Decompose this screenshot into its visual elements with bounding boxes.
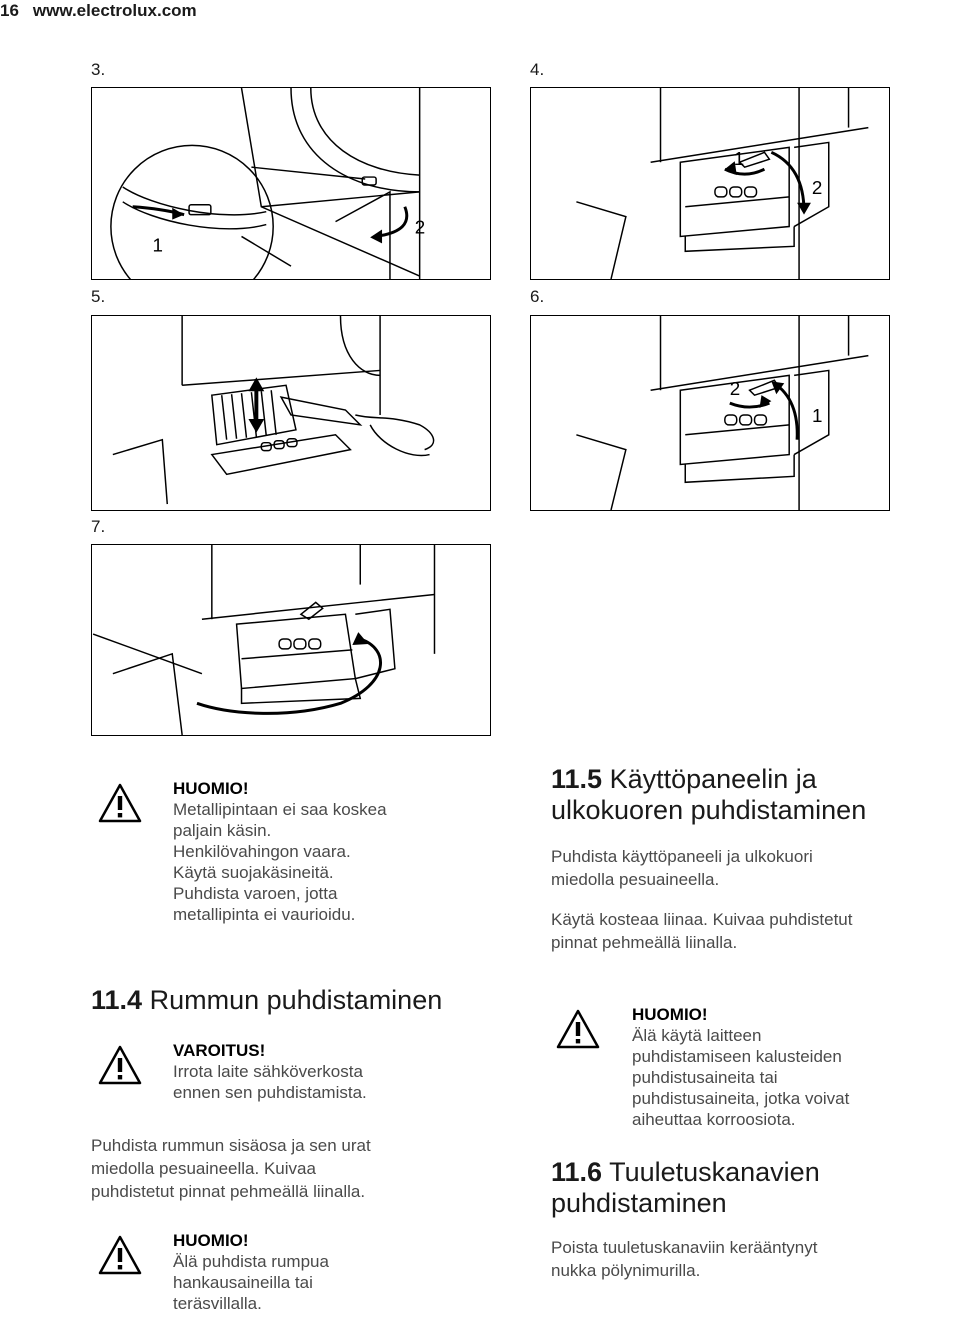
caution-line: Puhdista varoen, jotta bbox=[173, 884, 338, 903]
caution-label: HUOMIO! bbox=[173, 779, 249, 798]
drum-cleaning-paragraph bbox=[91, 1134, 371, 1203]
paragraph-line: Puhdista rummun sisäosa ja sen urat bbox=[91, 1136, 371, 1155]
filter-cover-unlock-illustration bbox=[531, 88, 889, 279]
callout-1-fig6: 1 bbox=[811, 404, 823, 426]
caution-line: Älä käytä laitteen bbox=[632, 1026, 762, 1045]
step-label-7: 7. bbox=[91, 517, 106, 536]
filter-lid-illustration bbox=[92, 88, 490, 279]
caution-line: teräsvillalla. bbox=[173, 1294, 262, 1313]
caution-line: metallipinta ei vaurioidu. bbox=[173, 905, 356, 924]
step-label-6: 6. bbox=[530, 287, 545, 306]
section-number: 11.6 bbox=[551, 1157, 603, 1187]
step-label-4: 4. bbox=[530, 60, 545, 79]
caution-notice-detergents bbox=[632, 1004, 849, 1130]
caution-triangle-icon bbox=[97, 1234, 143, 1276]
warning-triangle-icon bbox=[97, 1044, 143, 1086]
warning-label: VAROITUS! bbox=[173, 1041, 266, 1060]
figure-step-6 bbox=[530, 315, 890, 511]
paragraph-line: puhdistetut pinnat pehmeällä liinalla. bbox=[91, 1182, 366, 1201]
close-door-illustration bbox=[92, 545, 490, 735]
vacuum-filter-cleaning-illustration bbox=[92, 316, 490, 510]
paragraph-line: Käytä kosteaa liinaa. Kuivaa puhdistetut bbox=[551, 910, 853, 929]
caution-triangle-icon bbox=[555, 1008, 601, 1050]
section-number: 11.5 bbox=[551, 764, 603, 794]
caution-triangle-icon bbox=[97, 782, 143, 824]
step-label-3: 3. bbox=[91, 60, 106, 79]
caution-line: puhdistamiseen kalusteiden bbox=[632, 1047, 842, 1066]
callout-2-fig3: 2 bbox=[414, 216, 426, 238]
caution-line: Metallipintaan ei saa koskea bbox=[173, 800, 387, 819]
website-url: www.electrolux.com bbox=[32, 1, 197, 20]
section-title: Tuuletuskanavien bbox=[609, 1157, 820, 1187]
callout-2-fig6: 2 bbox=[729, 378, 741, 400]
section-title: Käyttöpaneelin ja bbox=[609, 764, 817, 794]
callout-1-fig4: 1 bbox=[733, 148, 745, 170]
warning-line: ennen sen puhdistamista. bbox=[173, 1083, 367, 1102]
caution-line: puhdistusaineita tai bbox=[632, 1068, 778, 1087]
caution-line: hankausaineilla tai bbox=[173, 1273, 313, 1292]
panel-cleaning-paragraph bbox=[551, 845, 813, 891]
filter-cover-lock-illustration bbox=[531, 316, 889, 510]
vent-cleaning-paragraph bbox=[551, 1236, 818, 1282]
paragraph-line: miedolla pesuaineella. bbox=[551, 870, 720, 889]
caution-label: HUOMIO! bbox=[632, 1005, 708, 1024]
figure-step-3 bbox=[91, 87, 491, 280]
paragraph-line: Poista tuuletuskanaviin kerääntynyt bbox=[551, 1238, 818, 1257]
caution-line: paljain käsin. bbox=[173, 821, 272, 840]
paragraph-line: miedolla pesuaineella. Kuivaa bbox=[91, 1159, 316, 1178]
caution-line: Käytä suojakäsineitä. bbox=[173, 863, 334, 882]
paragraph-line: pinnat pehmeällä liinalla. bbox=[551, 933, 738, 952]
section-number: 11.4 bbox=[91, 985, 143, 1015]
step-label-5: 5. bbox=[91, 287, 106, 306]
section-title-cont: puhdistaminen bbox=[551, 1188, 727, 1218]
caution-label: HUOMIO! bbox=[173, 1231, 249, 1250]
page-header bbox=[0, 0, 197, 22]
caution-line: Henkilövahingon vaara. bbox=[173, 842, 351, 861]
figure-step-7 bbox=[91, 544, 491, 736]
caution-notice-metal bbox=[173, 778, 387, 925]
paragraph-line: Puhdista käyttöpaneeli ja ulkokuori bbox=[551, 847, 813, 866]
page-number: 16 bbox=[0, 1, 19, 20]
warning-notice-disconnect bbox=[173, 1040, 367, 1103]
warning-line: Irrota laite sähköverkosta bbox=[173, 1062, 363, 1081]
caution-line: Älä puhdista rumpua bbox=[173, 1252, 329, 1271]
section-title-cont: ulkokuoren puhdistaminen bbox=[551, 795, 867, 825]
callout-2-fig4: 2 bbox=[811, 176, 823, 198]
caution-line: puhdistusaineita, jotka voivat bbox=[632, 1089, 850, 1108]
section-heading-11-5 bbox=[551, 764, 866, 826]
section-title: Rummun puhdistaminen bbox=[149, 985, 443, 1015]
caution-notice-abrasives bbox=[173, 1230, 329, 1314]
figure-step-5 bbox=[91, 315, 491, 511]
section-heading-11-6 bbox=[551, 1157, 820, 1219]
figure-step-4 bbox=[530, 87, 890, 280]
paragraph-line: nukka pölynimurilla. bbox=[551, 1261, 701, 1280]
callout-1-fig3: 1 bbox=[152, 234, 163, 256]
cloth-paragraph bbox=[551, 908, 852, 954]
caution-line: aiheuttaa korroosiota. bbox=[632, 1110, 796, 1129]
section-heading-11-4 bbox=[91, 985, 442, 1016]
